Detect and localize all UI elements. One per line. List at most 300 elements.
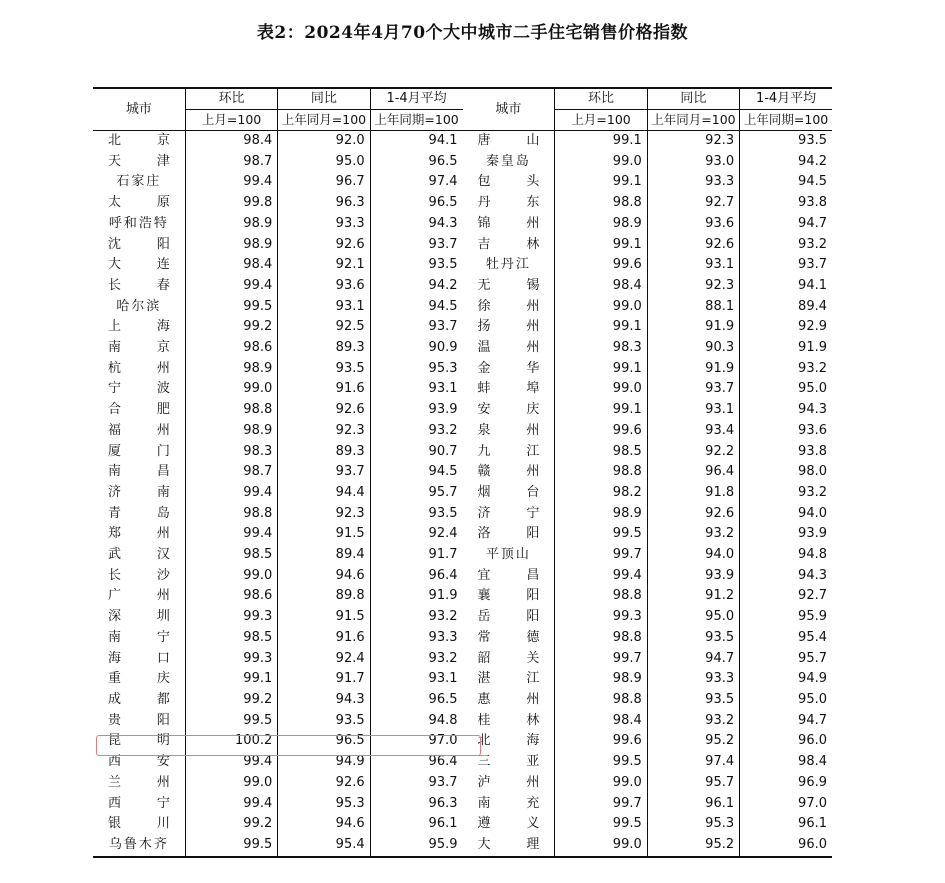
mom-cell-right: 99.0 bbox=[555, 773, 647, 794]
avg-cell-right: 93.2 bbox=[740, 235, 832, 256]
avg-cell-right: 94.3 bbox=[740, 400, 832, 421]
mom-cell-right: 99.5 bbox=[555, 814, 647, 835]
city-name: 泸州 bbox=[477, 774, 540, 790]
avg-cell-right: 95.0 bbox=[740, 379, 832, 400]
avg-cell-left: 93.5 bbox=[370, 504, 462, 525]
avg-cell-right: 98.0 bbox=[740, 462, 832, 483]
city-cell-left bbox=[93, 607, 185, 628]
yoy-cell-right: 93.3 bbox=[647, 669, 739, 690]
city-name: 牡丹江 bbox=[485, 257, 531, 273]
city-cell-left bbox=[93, 276, 185, 297]
mom-cell-left: 99.2 bbox=[185, 814, 277, 835]
city-cell-right bbox=[463, 131, 555, 152]
mom-cell-left: 98.9 bbox=[185, 421, 277, 442]
city-cell-right bbox=[463, 214, 555, 235]
city-name: 金华 bbox=[477, 360, 540, 376]
city-name: 杭州 bbox=[107, 360, 170, 376]
avg-cell-left: 93.3 bbox=[370, 628, 462, 649]
avg-cell-left: 93.2 bbox=[370, 421, 462, 442]
city-cell-left bbox=[93, 566, 185, 587]
mom-cell-right: 99.3 bbox=[555, 607, 647, 628]
mom-cell-left: 98.6 bbox=[185, 586, 277, 607]
mom-cell-left: 98.9 bbox=[185, 235, 277, 256]
avg-cell-right: 93.7 bbox=[740, 255, 832, 276]
mom-cell-left: 99.5 bbox=[185, 297, 277, 318]
city-name: 哈尔滨 bbox=[116, 298, 162, 314]
city-cell-right bbox=[463, 711, 555, 732]
table-row bbox=[93, 297, 832, 318]
table-row bbox=[93, 545, 832, 566]
city-cell-right bbox=[463, 483, 555, 504]
mom-cell-left: 99.0 bbox=[185, 773, 277, 794]
yoy-cell-right: 92.2 bbox=[647, 442, 739, 463]
yoy-cell-right: 93.2 bbox=[647, 524, 739, 545]
mom-cell-left: 98.9 bbox=[185, 359, 277, 380]
yoy-cell-right: 92.3 bbox=[647, 131, 739, 152]
city-name: 温州 bbox=[477, 340, 540, 356]
city-cell-right bbox=[463, 379, 555, 400]
city-cell-right bbox=[463, 814, 555, 835]
city-cell-right bbox=[463, 172, 555, 193]
city-name: 洛阳 bbox=[477, 526, 540, 542]
city-cell-right bbox=[463, 835, 555, 857]
city-cell-left bbox=[93, 379, 185, 400]
yoy-header-right: 同比 bbox=[647, 88, 739, 110]
mom-cell-left: 99.3 bbox=[185, 607, 277, 628]
avg-cell-right: 92.7 bbox=[740, 586, 832, 607]
city-name: 福州 bbox=[107, 422, 170, 438]
city-name: 岳阳 bbox=[477, 609, 540, 625]
yoy-cell-left: 94.3 bbox=[278, 690, 370, 711]
avg-cell-right: 91.9 bbox=[740, 338, 832, 359]
city-cell-left bbox=[93, 690, 185, 711]
city-cell-left bbox=[93, 359, 185, 380]
table-body bbox=[93, 131, 832, 857]
mom-header-left: 环比 bbox=[185, 88, 277, 110]
city-name: 平顶山 bbox=[485, 547, 531, 563]
yoy-cell-left: 89.3 bbox=[278, 338, 370, 359]
city-cell-right bbox=[463, 421, 555, 442]
mom-cell-right: 99.0 bbox=[555, 835, 647, 857]
mom-cell-right: 98.3 bbox=[555, 338, 647, 359]
table-row bbox=[93, 731, 832, 752]
yoy-cell-left: 94.9 bbox=[278, 752, 370, 773]
avg-cell-right: 98.4 bbox=[740, 752, 832, 773]
yoy-cell-left: 92.6 bbox=[278, 773, 370, 794]
city-name: 蚌埠 bbox=[477, 381, 540, 397]
avg-cell-right: 96.1 bbox=[740, 814, 832, 835]
table-row bbox=[93, 235, 832, 256]
mom-cell-right: 99.0 bbox=[555, 297, 647, 318]
city-cell-right bbox=[463, 255, 555, 276]
table-row bbox=[93, 794, 832, 815]
mom-cell-right: 99.1 bbox=[555, 172, 647, 193]
city-name: 西安 bbox=[107, 754, 170, 770]
table-row bbox=[93, 524, 832, 545]
city-cell-left bbox=[93, 338, 185, 359]
table-row bbox=[93, 711, 832, 732]
avg-cell-left: 95.3 bbox=[370, 359, 462, 380]
city-name: 桂林 bbox=[477, 712, 540, 728]
avg-header-left: 1-4月平均 bbox=[370, 88, 462, 110]
table-row bbox=[93, 276, 832, 297]
mom-cell-right: 99.1 bbox=[555, 317, 647, 338]
city-cell-right bbox=[463, 297, 555, 318]
yoy-cell-right: 91.9 bbox=[647, 359, 739, 380]
avg-cell-right: 93.6 bbox=[740, 421, 832, 442]
city-cell-left bbox=[93, 504, 185, 525]
mom-cell-left: 99.8 bbox=[185, 193, 277, 214]
city-name: 南京 bbox=[107, 340, 170, 356]
mom-cell-right: 99.6 bbox=[555, 255, 647, 276]
city-name: 遵义 bbox=[477, 816, 540, 832]
city-name: 韶关 bbox=[477, 650, 540, 666]
avg-cell-right: 93.9 bbox=[740, 524, 832, 545]
city-cell-left bbox=[93, 131, 185, 152]
mom-cell-right: 98.9 bbox=[555, 214, 647, 235]
avg-cell-left: 93.5 bbox=[370, 255, 462, 276]
city-cell-right bbox=[463, 794, 555, 815]
table-row bbox=[93, 566, 832, 587]
avg-cell-left: 96.5 bbox=[370, 193, 462, 214]
yoy-cell-right: 93.6 bbox=[647, 214, 739, 235]
avg-cell-left: 93.1 bbox=[370, 669, 462, 690]
city-cell-right bbox=[463, 359, 555, 380]
table-row bbox=[93, 379, 832, 400]
city-name: 呼和浩特 bbox=[108, 215, 169, 231]
avg-subheader-left: 上年同期=100 bbox=[370, 110, 462, 131]
mom-cell-left: 98.5 bbox=[185, 628, 277, 649]
city-name: 大连 bbox=[107, 257, 170, 273]
city-name: 秦皇岛 bbox=[485, 153, 531, 169]
city-header-left: 城市 bbox=[93, 88, 185, 131]
avg-cell-left: 93.2 bbox=[370, 649, 462, 670]
yoy-cell-right: 91.9 bbox=[647, 317, 739, 338]
yoy-cell-right: 94.0 bbox=[647, 545, 739, 566]
avg-cell-left: 96.3 bbox=[370, 794, 462, 815]
city-name: 无锡 bbox=[477, 277, 540, 293]
city-cell-left bbox=[93, 545, 185, 566]
avg-cell-left: 95.7 bbox=[370, 483, 462, 504]
avg-cell-left: 93.2 bbox=[370, 607, 462, 628]
avg-cell-right: 95.7 bbox=[740, 649, 832, 670]
mom-cell-right: 99.7 bbox=[555, 649, 647, 670]
avg-cell-left: 96.1 bbox=[370, 814, 462, 835]
yoy-cell-right: 91.8 bbox=[647, 483, 739, 504]
city-cell-left bbox=[93, 255, 185, 276]
avg-cell-right: 93.2 bbox=[740, 359, 832, 380]
mom-cell-left: 98.8 bbox=[185, 504, 277, 525]
city-cell-left bbox=[93, 731, 185, 752]
city-name: 赣州 bbox=[477, 464, 540, 480]
city-name: 广州 bbox=[107, 588, 170, 604]
avg-cell-left: 94.5 bbox=[370, 297, 462, 318]
city-name: 西宁 bbox=[107, 795, 170, 811]
city-name: 贵阳 bbox=[107, 712, 170, 728]
table-row bbox=[93, 814, 832, 835]
mom-cell-left: 99.4 bbox=[185, 794, 277, 815]
yoy-cell-right: 95.2 bbox=[647, 835, 739, 857]
avg-cell-right: 96.9 bbox=[740, 773, 832, 794]
table-row bbox=[93, 628, 832, 649]
mom-cell-right: 99.6 bbox=[555, 421, 647, 442]
city-name: 泉州 bbox=[477, 422, 540, 438]
city-cell-left bbox=[93, 814, 185, 835]
table-row bbox=[93, 649, 832, 670]
yoy-cell-right: 88.1 bbox=[647, 297, 739, 318]
avg-cell-left: 94.1 bbox=[370, 131, 462, 152]
table-row bbox=[93, 317, 832, 338]
city-cell-right bbox=[463, 193, 555, 214]
table-row bbox=[93, 193, 832, 214]
city-cell-left bbox=[93, 235, 185, 256]
table-row bbox=[93, 752, 832, 773]
yoy-cell-right: 93.9 bbox=[647, 566, 739, 587]
avg-cell-left: 94.2 bbox=[370, 276, 462, 297]
mom-cell-left: 98.3 bbox=[185, 442, 277, 463]
city-header-right: 城市 bbox=[463, 88, 555, 131]
city-cell-left bbox=[93, 773, 185, 794]
city-name: 石家庄 bbox=[116, 174, 162, 190]
mom-cell-left: 98.5 bbox=[185, 545, 277, 566]
city-cell-left bbox=[93, 835, 185, 857]
avg-cell-right: 94.3 bbox=[740, 566, 832, 587]
city-name: 大理 bbox=[477, 836, 540, 852]
city-cell-right bbox=[463, 504, 555, 525]
city-name: 丹东 bbox=[477, 195, 540, 211]
mom-cell-right: 99.0 bbox=[555, 379, 647, 400]
avg-cell-right: 93.5 bbox=[740, 131, 832, 152]
avg-cell-left: 93.7 bbox=[370, 235, 462, 256]
avg-cell-left: 90.7 bbox=[370, 442, 462, 463]
city-cell-right bbox=[463, 338, 555, 359]
avg-cell-left: 93.1 bbox=[370, 379, 462, 400]
avg-cell-right: 89.4 bbox=[740, 297, 832, 318]
mom-cell-left: 99.3 bbox=[185, 649, 277, 670]
yoy-cell-right: 95.0 bbox=[647, 607, 739, 628]
city-name: 兰州 bbox=[107, 774, 170, 790]
avg-cell-left: 94.5 bbox=[370, 462, 462, 483]
city-cell-right bbox=[463, 545, 555, 566]
yoy-cell-right: 90.3 bbox=[647, 338, 739, 359]
mom-cell-left: 99.1 bbox=[185, 669, 277, 690]
city-name: 济南 bbox=[107, 484, 170, 500]
avg-cell-right: 95.9 bbox=[740, 607, 832, 628]
avg-cell-left: 91.9 bbox=[370, 586, 462, 607]
city-name: 太原 bbox=[107, 195, 170, 211]
avg-cell-right: 92.9 bbox=[740, 317, 832, 338]
city-cell-left bbox=[93, 317, 185, 338]
city-cell-left bbox=[93, 214, 185, 235]
avg-cell-left: 96.4 bbox=[370, 752, 462, 773]
mom-cell-right: 99.7 bbox=[555, 794, 647, 815]
yoy-cell-left: 91.5 bbox=[278, 524, 370, 545]
mom-cell-right: 99.4 bbox=[555, 566, 647, 587]
avg-cell-right: 96.0 bbox=[740, 731, 832, 752]
table-row bbox=[93, 131, 832, 152]
city-cell-left bbox=[93, 794, 185, 815]
city-name: 烟台 bbox=[477, 484, 540, 500]
city-cell-right bbox=[463, 607, 555, 628]
table-row bbox=[93, 152, 832, 173]
yoy-cell-left: 93.3 bbox=[278, 214, 370, 235]
avg-cell-left: 93.7 bbox=[370, 773, 462, 794]
yoy-cell-left: 94.6 bbox=[278, 814, 370, 835]
avg-cell-left: 90.9 bbox=[370, 338, 462, 359]
yoy-cell-left: 93.1 bbox=[278, 297, 370, 318]
yoy-cell-right: 92.6 bbox=[647, 504, 739, 525]
mom-cell-right: 98.8 bbox=[555, 193, 647, 214]
mom-cell-right: 99.5 bbox=[555, 524, 647, 545]
city-cell-left bbox=[93, 172, 185, 193]
city-name: 唐山 bbox=[477, 133, 540, 148]
avg-cell-right: 94.5 bbox=[740, 172, 832, 193]
city-cell-right bbox=[463, 317, 555, 338]
city-name: 天津 bbox=[107, 153, 170, 169]
yoy-cell-left: 89.4 bbox=[278, 545, 370, 566]
yoy-cell-right: 95.7 bbox=[647, 773, 739, 794]
table-row bbox=[93, 483, 832, 504]
city-name: 银川 bbox=[107, 816, 170, 832]
mom-subheader-left: 上月=100 bbox=[185, 110, 277, 131]
city-cell-left bbox=[93, 152, 185, 173]
city-name: 扬州 bbox=[477, 319, 540, 335]
yoy-cell-right: 93.1 bbox=[647, 255, 739, 276]
city-cell-right bbox=[463, 462, 555, 483]
city-cell-left bbox=[93, 193, 185, 214]
table-row bbox=[93, 421, 832, 442]
city-name: 宜昌 bbox=[477, 567, 540, 583]
mom-cell-right: 99.1 bbox=[555, 359, 647, 380]
avg-cell-right: 93.8 bbox=[740, 442, 832, 463]
mom-cell-left: 98.4 bbox=[185, 131, 277, 152]
city-name: 锦州 bbox=[477, 215, 540, 231]
mom-cell-right: 98.9 bbox=[555, 504, 647, 525]
table-row bbox=[93, 172, 832, 193]
city-cell-right bbox=[463, 276, 555, 297]
table-row bbox=[93, 504, 832, 525]
table-row bbox=[93, 255, 832, 276]
yoy-cell-right: 92.7 bbox=[647, 193, 739, 214]
yoy-cell-left: 92.3 bbox=[278, 421, 370, 442]
city-name: 三亚 bbox=[477, 754, 540, 770]
city-name: 深圳 bbox=[107, 609, 170, 625]
avg-cell-right: 94.0 bbox=[740, 504, 832, 525]
city-cell-right bbox=[463, 524, 555, 545]
yoy-cell-right: 92.6 bbox=[647, 235, 739, 256]
city-cell-left bbox=[93, 524, 185, 545]
mom-cell-left: 99.2 bbox=[185, 690, 277, 711]
avg-cell-left: 95.9 bbox=[370, 835, 462, 857]
yoy-cell-left: 92.4 bbox=[278, 649, 370, 670]
yoy-cell-left: 92.3 bbox=[278, 504, 370, 525]
city-cell-left bbox=[93, 628, 185, 649]
mom-cell-left: 98.8 bbox=[185, 400, 277, 421]
city-cell-right bbox=[463, 731, 555, 752]
yoy-cell-left: 92.6 bbox=[278, 400, 370, 421]
city-name: 厦门 bbox=[107, 443, 170, 459]
yoy-cell-right: 93.5 bbox=[647, 690, 739, 711]
yoy-cell-left: 93.5 bbox=[278, 711, 370, 732]
avg-cell-left: 93.9 bbox=[370, 400, 462, 421]
yoy-cell-right: 96.4 bbox=[647, 462, 739, 483]
yoy-cell-right: 93.1 bbox=[647, 400, 739, 421]
table-title: 表2：2024年4月70个大中城市二手住宅销售价格指数 bbox=[256, 23, 689, 43]
yoy-cell-right: 93.2 bbox=[647, 711, 739, 732]
yoy-cell-left: 93.6 bbox=[278, 276, 370, 297]
yoy-cell-left: 94.4 bbox=[278, 483, 370, 504]
mom-cell-left: 99.4 bbox=[185, 172, 277, 193]
mom-cell-right: 99.7 bbox=[555, 545, 647, 566]
table-row bbox=[93, 462, 832, 483]
yoy-cell-left: 95.4 bbox=[278, 835, 370, 857]
mom-cell-right: 98.8 bbox=[555, 586, 647, 607]
mom-cell-right: 99.6 bbox=[555, 731, 647, 752]
mom-cell-right: 98.9 bbox=[555, 669, 647, 690]
yoy-cell-right: 93.0 bbox=[647, 152, 739, 173]
city-name: 九江 bbox=[477, 443, 540, 459]
yoy-cell-left: 92.5 bbox=[278, 317, 370, 338]
city-name: 长春 bbox=[107, 277, 170, 293]
city-name: 郑州 bbox=[107, 526, 170, 542]
mom-cell-right: 99.0 bbox=[555, 152, 647, 173]
mom-cell-right: 98.8 bbox=[555, 462, 647, 483]
city-cell-left bbox=[93, 400, 185, 421]
city-name: 南宁 bbox=[107, 629, 170, 645]
city-name: 北海 bbox=[477, 733, 540, 749]
yoy-cell-right: 95.3 bbox=[647, 814, 739, 835]
city-name: 北京 bbox=[107, 133, 170, 148]
city-name: 上海 bbox=[107, 319, 170, 335]
mom-cell-left: 99.4 bbox=[185, 483, 277, 504]
yoy-cell-left: 96.7 bbox=[278, 172, 370, 193]
mom-cell-left: 99.4 bbox=[185, 752, 277, 773]
mom-cell-right: 99.1 bbox=[555, 400, 647, 421]
city-name: 乌鲁木齐 bbox=[108, 836, 169, 852]
yoy-cell-right: 92.3 bbox=[647, 276, 739, 297]
avg-cell-left: 91.7 bbox=[370, 545, 462, 566]
mom-cell-right: 98.4 bbox=[555, 276, 647, 297]
city-name: 襄阳 bbox=[477, 588, 540, 604]
yoy-cell-right: 97.4 bbox=[647, 752, 739, 773]
mom-cell-left: 98.9 bbox=[185, 214, 277, 235]
city-cell-left bbox=[93, 483, 185, 504]
city-name: 湛江 bbox=[477, 671, 540, 687]
mom-cell-left: 99.4 bbox=[185, 524, 277, 545]
avg-cell-right: 94.7 bbox=[740, 711, 832, 732]
avg-cell-left: 93.7 bbox=[370, 317, 462, 338]
avg-cell-right: 94.1 bbox=[740, 276, 832, 297]
yoy-cell-left: 92.1 bbox=[278, 255, 370, 276]
city-name: 沈阳 bbox=[107, 236, 170, 252]
mom-cell-right: 99.5 bbox=[555, 752, 647, 773]
mom-cell-left: 98.6 bbox=[185, 338, 277, 359]
city-name: 徐州 bbox=[477, 298, 540, 314]
table-row bbox=[93, 214, 832, 235]
mom-cell-left: 99.4 bbox=[185, 276, 277, 297]
avg-cell-left: 94.8 bbox=[370, 711, 462, 732]
yoy-cell-right: 93.5 bbox=[647, 628, 739, 649]
mom-cell-left: 99.5 bbox=[185, 711, 277, 732]
city-name: 南充 bbox=[477, 795, 540, 811]
avg-cell-right: 94.2 bbox=[740, 152, 832, 173]
table-row bbox=[93, 669, 832, 690]
table-row bbox=[93, 586, 832, 607]
city-cell-left bbox=[93, 462, 185, 483]
yoy-cell-left: 93.5 bbox=[278, 359, 370, 380]
yoy-cell-left: 92.0 bbox=[278, 131, 370, 152]
avg-cell-right: 95.4 bbox=[740, 628, 832, 649]
